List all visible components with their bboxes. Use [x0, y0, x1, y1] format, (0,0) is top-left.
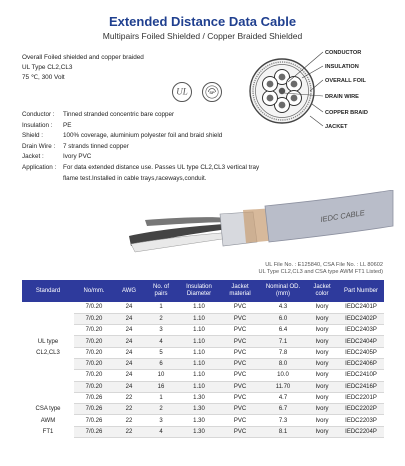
spec-key: Application : — [22, 163, 57, 171]
table-cell: 6.4 — [260, 325, 306, 336]
table-cell: Ivory — [306, 358, 338, 369]
header-info — [22, 53, 144, 83]
table-row — [22, 381, 384, 392]
table-cell: IEDC2403P — [338, 325, 384, 336]
spec-key: Conductor : — [22, 111, 55, 118]
table-cell: 7/0.26 — [74, 404, 114, 415]
spec-value: PE — [63, 121, 72, 129]
standard-cell: AWM — [22, 415, 74, 426]
standard-cell — [22, 313, 74, 324]
table-cell: PVC — [220, 336, 260, 347]
table-row — [22, 426, 384, 437]
table-cell: Ivory — [306, 381, 338, 392]
spec-row — [22, 152, 273, 163]
table-cell: IEDC2416P — [338, 381, 384, 392]
column-header: Insulation Diameter — [178, 280, 220, 302]
spec-row — [22, 131, 273, 142]
table-cell: 1.30 — [178, 415, 220, 426]
spec-value: For data extended distance use. Passes UL type CL2,CL3 vertical tray flame test.Installed in cable trays,raceways,conduit. — [63, 163, 260, 182]
spec-row — [22, 142, 273, 153]
column-header: No/mm. — [74, 280, 114, 302]
standard-cell — [22, 302, 74, 313]
table-cell: 4 — [144, 426, 178, 437]
table-cell: PVC — [220, 370, 260, 381]
spec-row — [22, 110, 273, 121]
table-cell: 1.10 — [178, 370, 220, 381]
table-row — [22, 404, 384, 415]
table-cell: Ivory — [306, 302, 338, 313]
conductor-core — [267, 81, 274, 88]
label-leader-line — [310, 116, 323, 126]
table-cell: 6 — [144, 358, 178, 369]
spec-key: Drain Wire : — [22, 142, 56, 150]
table-cell: 1.30 — [178, 392, 220, 403]
table-row — [22, 347, 384, 358]
table-header-row — [22, 280, 384, 302]
table-row — [22, 302, 384, 313]
cross-section-label: COPPER BRAID — [325, 110, 368, 116]
table-cell: 1.10 — [178, 347, 220, 358]
standard-cell — [22, 325, 74, 336]
certification-logos — [170, 80, 230, 104]
table-cell: IEDC2406P — [338, 358, 384, 369]
certification-note-line: UL File No. : E125840, CSA File No. : LL 80602 — [265, 262, 383, 268]
table-row — [22, 336, 384, 347]
spec-row — [22, 163, 273, 184]
table-cell: 1.10 — [178, 302, 220, 313]
table-cell: Ivory — [306, 392, 338, 403]
table-cell: 24 — [114, 347, 144, 358]
label-leader-line — [312, 104, 323, 112]
cross-section-label: OVERALL FOIL — [325, 78, 366, 84]
conductor-core — [279, 74, 286, 81]
table-cell: 22 — [114, 392, 144, 403]
column-header: Standard — [22, 280, 74, 302]
table-cell: IEDC2404P — [338, 336, 384, 347]
header-line: 75 ℃, 300 Volt — [22, 74, 65, 81]
table-cell: 24 — [114, 302, 144, 313]
table-cell: 24 — [114, 358, 144, 369]
table-cell: 7.3 — [260, 415, 306, 426]
table-cell: 1.10 — [178, 358, 220, 369]
table-cell: Ivory — [306, 325, 338, 336]
column-header: No. of pairs — [144, 280, 178, 302]
table-cell: 1.10 — [178, 313, 220, 324]
spec-key: Jacket : — [22, 153, 44, 161]
table-cell: 3 — [144, 325, 178, 336]
standard-cell — [22, 358, 74, 369]
header-line: UL Type CL2,CL3 — [22, 64, 73, 71]
table-row — [22, 313, 384, 324]
table-cell: Ivory — [306, 347, 338, 358]
table-cell: 7/0.26 — [74, 392, 114, 403]
table-cell: IEDC2402P — [338, 313, 384, 324]
table-cell: 7/0.20 — [74, 347, 114, 358]
table-cell: 22 — [114, 415, 144, 426]
ul-listed-icon — [173, 83, 192, 102]
table-cell: 6.7 — [260, 404, 306, 415]
table-cell: PVC — [220, 302, 260, 313]
table-cell: 7.1 — [260, 336, 306, 347]
table-cell: PVC — [220, 381, 260, 392]
page-subtitle: Multipairs Foiled Shielded / Copper Braided Shielded — [102, 31, 303, 41]
table-cell: 3 — [144, 415, 178, 426]
table-cell: 7/0.20 — [74, 313, 114, 324]
standard-cell: UL type — [22, 336, 74, 347]
standard-cell: CSA type — [22, 404, 74, 415]
table-cell: IEDC2410P — [338, 370, 384, 381]
standard-cell — [22, 381, 74, 392]
conductor-core — [279, 102, 286, 109]
conductor-core — [291, 95, 298, 102]
cross-section-label: CONDUCTOR — [325, 50, 362, 56]
table-cell: 24 — [114, 370, 144, 381]
cross-section-label: JACKET — [325, 124, 348, 130]
table-cell: 1.30 — [178, 426, 220, 437]
column-header: AWG — [114, 280, 144, 302]
table-cell: 2 — [144, 313, 178, 324]
table-cell: 22 — [114, 426, 144, 437]
certification-note — [259, 262, 383, 277]
table-cell: PVC — [220, 415, 260, 426]
table-cell: Ivory — [306, 336, 338, 347]
table-cell: 10 — [144, 370, 178, 381]
table-cell: 4 — [144, 336, 178, 347]
table-cell: 7/0.26 — [74, 426, 114, 437]
specification-table — [22, 280, 384, 438]
table-cell: 7/0.20 — [74, 370, 114, 381]
table-cell: 10.0 — [260, 370, 306, 381]
table-cell: 7/0.20 — [74, 336, 114, 347]
table-cell: IEDC2405P — [338, 347, 384, 358]
conductor-core — [267, 95, 274, 102]
header-line: Overall Foiled shielded and copper braided — [22, 54, 144, 61]
table-row — [22, 415, 384, 426]
svg-text:SP: SP — [209, 90, 215, 95]
table-cell: PVC — [220, 392, 260, 403]
table-cell: IEDC2203P — [338, 415, 384, 426]
standard-cell — [22, 370, 74, 381]
table-cell: Ivory — [306, 404, 338, 415]
csa-certification-icon — [203, 83, 222, 102]
table-cell: PVC — [220, 358, 260, 369]
column-header: Jacket color — [306, 280, 338, 302]
table-cell: 6.0 — [260, 313, 306, 324]
table-cell: 1.10 — [178, 325, 220, 336]
spec-value: 100% coverage, aluminium polyester foil and braid shield — [63, 132, 223, 140]
table-cell: 4.7 — [260, 392, 306, 403]
column-header: Nominal OD.(mm) — [260, 280, 306, 302]
column-header: Jacket material — [220, 280, 260, 302]
table-row — [22, 325, 384, 336]
table-cell: 7/0.26 — [74, 415, 114, 426]
standard-cell — [22, 392, 74, 403]
table-cell: IEDC2401P — [338, 302, 384, 313]
spec-value: Ivory PVC — [63, 153, 92, 161]
cross-section-label: DRAIN WIRE — [325, 94, 359, 100]
table-cell: 1.10 — [178, 381, 220, 392]
table-cell: 24 — [114, 325, 144, 336]
table-cell: 24 — [114, 381, 144, 392]
spec-list — [22, 110, 273, 184]
spec-key: Shield : — [22, 132, 44, 140]
table-cell: 22 — [114, 404, 144, 415]
standard-cell: CL2,CL3 — [22, 347, 74, 358]
table-cell: IEDC2201P — [338, 392, 384, 403]
table-cell: PVC — [220, 347, 260, 358]
certification-note-line: UL Type CL2,CL3 and CSA type AWM FT1 Listed) — [258, 269, 383, 276]
table-cell: 16 — [144, 381, 178, 392]
spec-row — [22, 121, 273, 132]
cable-photo — [125, 190, 395, 260]
table-cell: 1.30 — [178, 404, 220, 415]
table-row — [22, 392, 384, 403]
table-cell: 7/0.20 — [74, 302, 114, 313]
cross-section-label: INSULATION — [325, 64, 359, 70]
table-row — [22, 358, 384, 369]
table-cell: 1 — [144, 302, 178, 313]
standard-cell: FT1 — [22, 426, 74, 437]
table-cell: 7/0.20 — [74, 325, 114, 336]
table-cell: 4.3 — [260, 302, 306, 313]
table-cell: 2 — [144, 404, 178, 415]
svg-text:UL: UL — [176, 86, 188, 97]
table-cell: 8.0 — [260, 358, 306, 369]
table-cell: PVC — [220, 426, 260, 437]
table-cell: Ivory — [306, 415, 338, 426]
table-cell: PVC — [220, 325, 260, 336]
table-cell: Ivory — [306, 313, 338, 324]
table-cell: IEDC2204P — [338, 426, 384, 437]
table-cell: 8.1 — [260, 426, 306, 437]
spec-value: 7 strands tinned copper — [63, 142, 129, 150]
table-cell: Ivory — [306, 370, 338, 381]
spec-value: Tinned stranded concentric bare copper — [63, 111, 175, 118]
conductor-core — [291, 81, 298, 88]
cable-print-text: IEDC CABLE — [319, 208, 366, 224]
column-header: Part Number — [338, 280, 384, 302]
table-cell: Ivory — [306, 426, 338, 437]
table-cell: PVC — [220, 313, 260, 324]
table-cell: 11.70 — [260, 381, 306, 392]
table-cell: 5 — [144, 347, 178, 358]
table-cell: 7/0.20 — [74, 381, 114, 392]
page-title: Extended Distance Data Cable — [108, 14, 297, 29]
table-cell: 1.10 — [178, 336, 220, 347]
table-cell: IEDC2202P — [338, 404, 384, 415]
spec-key: Insulation : — [22, 121, 53, 129]
table-cell: PVC — [220, 404, 260, 415]
table-row — [22, 370, 384, 381]
table-cell: 24 — [114, 313, 144, 324]
table-cell: 7.8 — [260, 347, 306, 358]
table-cell: 1 — [144, 392, 178, 403]
table-cell: 24 — [114, 336, 144, 347]
table-cell: 7/0.20 — [74, 358, 114, 369]
